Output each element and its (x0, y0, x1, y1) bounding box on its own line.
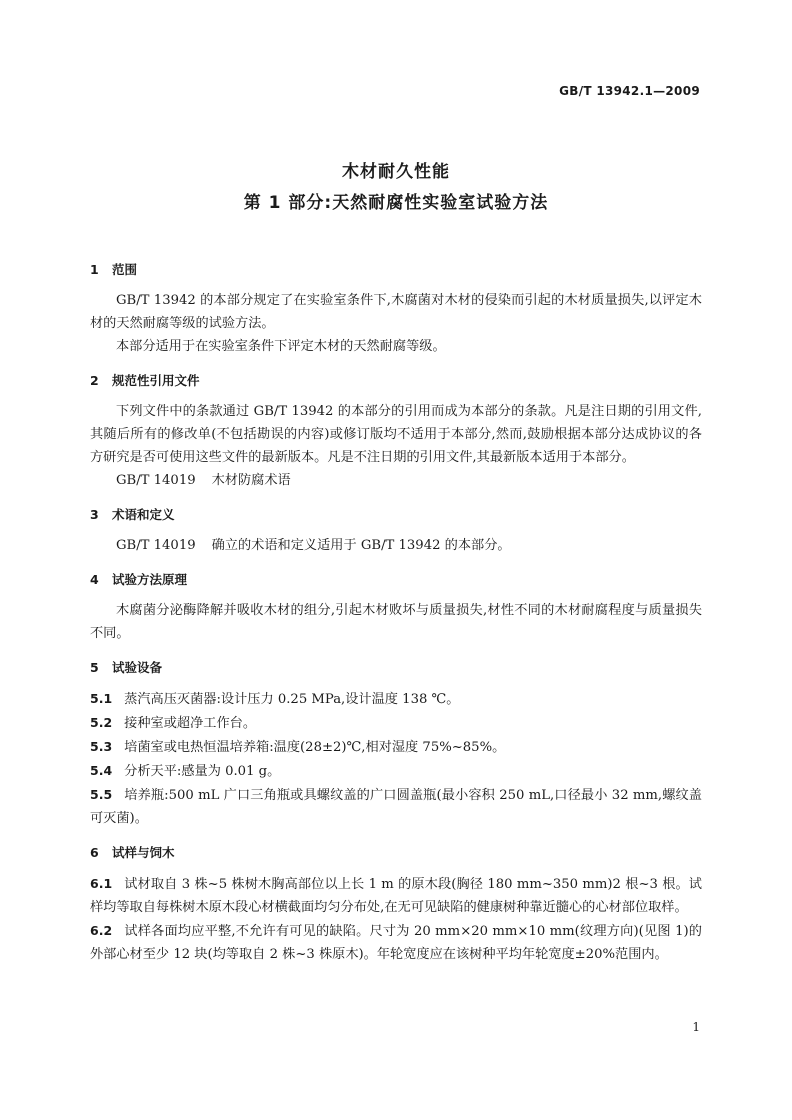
reference-title: 木材防腐术语 (211, 473, 291, 488)
section-title: 试验设备 (112, 660, 163, 675)
clause-text: 蒸汽高压灭菌器:设计压力 0.25 MPa,设计温度 138 ℃。 (124, 692, 460, 707)
document-subtitle: 第 1 部分:天然耐腐性实验室试验方法 (243, 193, 549, 213)
terms-statement (90, 534, 702, 557)
section-title: 规范性引用文件 (112, 373, 200, 388)
clause-item (90, 872, 702, 919)
clause-item (90, 735, 702, 759)
section-heading-terms (90, 503, 702, 526)
terms-text: 确立的术语和定义适用于 GB/T 13942 的本部分。 (211, 538, 511, 553)
clause-number: 6.1 (90, 876, 113, 891)
section-title: 试样与饲木 (112, 845, 175, 860)
clause-number: 6.2 (90, 923, 113, 938)
document-body (90, 258, 702, 966)
section-number: 6 (90, 845, 99, 860)
clause-item (90, 783, 702, 830)
clause-text: 分析天平:感量为 0.01 g。 (124, 764, 281, 779)
paragraph: GB/T 13942 的本部分规定了在实验室条件下,木腐菌对木材的侵染而引起的木材质量损失,以评定木材的天然耐腐等级的试验方法。 (90, 293, 702, 331)
section-heading-equipment (90, 656, 702, 679)
section-number: 1 (90, 262, 99, 277)
clause-number: 5.5 (90, 787, 113, 802)
reference-entry (90, 469, 702, 492)
page-number: 1 (692, 1020, 700, 1034)
section-title: 范围 (112, 262, 138, 277)
reference-code: GB/T 14019 (116, 473, 196, 488)
section-title: 术语和定义 (112, 507, 175, 522)
section-title: 试验方法原理 (112, 572, 188, 587)
paragraph: 本部分适用于在实验室条件下评定木材的天然耐腐等级。 (116, 339, 446, 354)
section-number: 4 (90, 572, 99, 587)
section-number: 5 (90, 660, 99, 675)
clause-text: 试材取自 3 株~5 株树木胸高部位以上长 1 m 的原木段(胸径 180 mm~350 mm)2 根~3 根。试样均等取自每株树木原木段心材横截面均匀分布处,在无可见缺陷的健康树种靠近髓心的心材部位取样。 (90, 877, 702, 915)
reference-code: GB/T 14019 (116, 538, 196, 553)
section-number: 2 (90, 373, 99, 388)
clause-item (90, 711, 702, 735)
clause-item (90, 919, 702, 966)
clause-number: 5.4 (90, 763, 113, 778)
paragraph: 下列文件中的条款通过 GB/T 13942 的本部分的引用而成为本部分的条款。凡是注日期的引用文件,其随后所有的修改单(不包括勘误的内容)或修订版均不适用于本部分,然而,鼓励根据本部分达成协议的各方研究是否可使用这些文件的最新版本。凡是不注日期的引用文件,其最新版本适用于本部分。 (90, 404, 702, 465)
clause-number: 5.3 (90, 739, 113, 754)
section-heading-specimens (90, 841, 702, 864)
document-title: 木材耐久性能 (342, 162, 450, 182)
clause-number: 5.1 (90, 691, 113, 706)
section-heading-normative-references (90, 369, 702, 392)
clause-item (90, 687, 702, 711)
standard-code: GB/T 13942.1—2009 (559, 84, 700, 98)
section-number: 3 (90, 507, 99, 522)
section-heading-scope (90, 258, 702, 281)
paragraph: 木腐菌分泌酶降解并吸收木材的组分,引起木材败坏与质量损失,材性不同的木材耐腐程度与质量损失不同。 (90, 603, 702, 641)
clause-text: 接种室或超净工作台。 (124, 716, 257, 731)
clause-text: 培养瓶:500 mL 广口三角瓶或具螺纹盖的广口圆盖瓶(最小容积 250 mL,口径最小 32 mm,螺纹盖可灭菌)。 (90, 788, 702, 826)
clause-item (90, 759, 702, 783)
clause-text: 试样各面均应平整,不允许有可见的缺陷。尺寸为 20 mm×20 mm×10 mm(纹理方向)(见图 1)的外部心材至少 12 块(均等取自 2 株~3 株原木)。年轮宽度应在该树种平均年轮宽度±20%范围内。 (90, 924, 702, 962)
section-heading-principle (90, 568, 702, 591)
clause-number: 5.2 (90, 715, 113, 730)
clause-text: 培菌室或电热恒温培养箱:温度(28±2)℃,相对湿度 75%~85%。 (124, 740, 506, 755)
